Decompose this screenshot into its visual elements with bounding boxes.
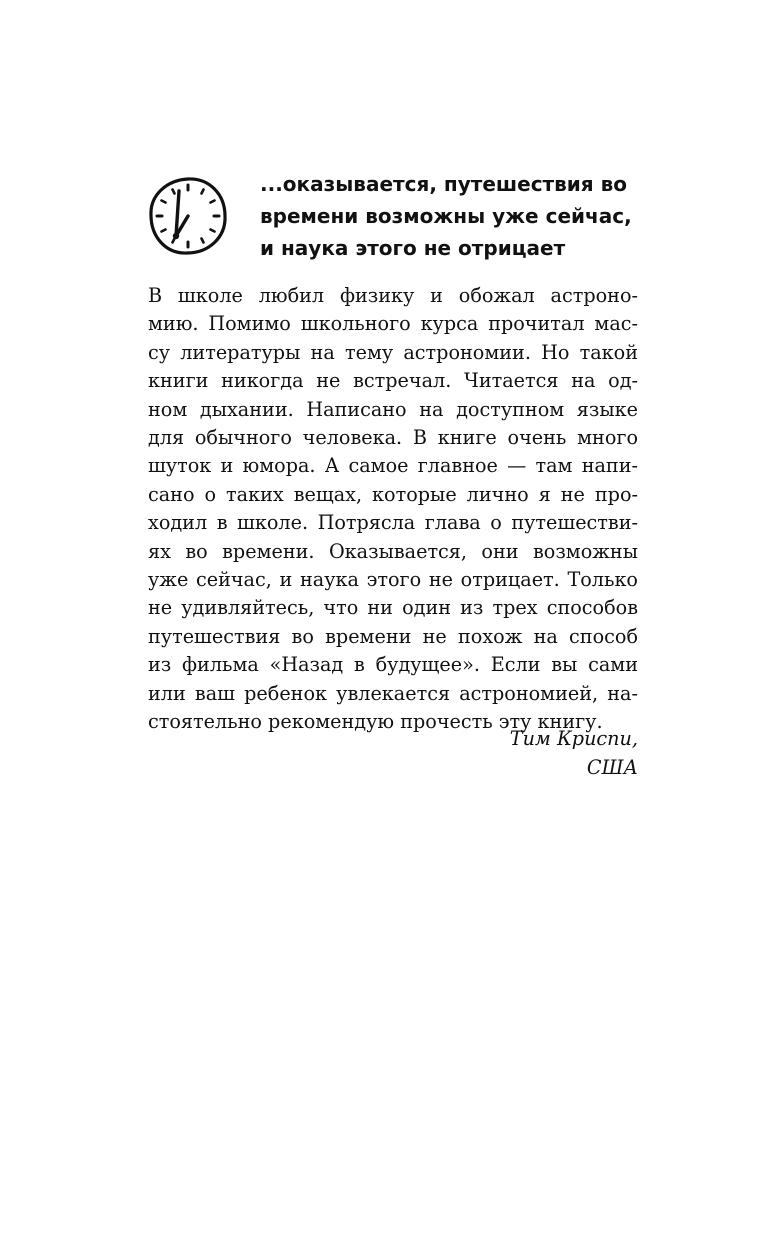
- review-line: уже сейчас, и наука этого не отрицает. Только: [148, 568, 638, 592]
- review-line: или ваш ребенок увлекается астрономией, на-: [148, 681, 638, 705]
- headline-line: ...оказывается, путешествия во: [260, 172, 628, 196]
- clock-icon: [146, 174, 230, 258]
- review-signature: [510, 724, 638, 782]
- review-line: путешествия во времени не похож на способ: [148, 624, 638, 648]
- review-line: шуток и юмора. А самое главное — там напи-: [148, 454, 638, 478]
- review-text: [148, 282, 638, 737]
- review-line: ходил в школе. Потрясла глава о путешестви-: [148, 511, 638, 535]
- review-line: стоятельно рекомендую прочесть эту книгу.: [148, 710, 603, 734]
- review-line: книги никогда не встречал. Читается на од-: [148, 369, 638, 393]
- review-headline: [260, 168, 660, 264]
- author-name: Тим Криспи,: [509, 727, 638, 750]
- headline-line: времени возможны уже сейчас,: [260, 204, 632, 228]
- review-header: [146, 168, 646, 278]
- review-line: не удивляйтесь, что ни один из трех способов: [148, 596, 638, 620]
- review-line: мию. Помимо школьного курса прочитал мас-: [148, 312, 638, 336]
- review-line: сано о таких вещах, которые лично я не про-: [148, 482, 638, 506]
- review-line: ном дыхании. Написано на доступном языке: [148, 397, 638, 421]
- review-line: ях во времени. Оказывается, они возможны: [148, 539, 638, 563]
- review-line: для обычного человека. В книге очень много: [148, 426, 638, 450]
- review-line: В школе любил физику и обожал астроно-: [148, 284, 638, 307]
- review-line: су литературы на тему астрономии. Но такой: [148, 340, 638, 364]
- headline-line: и наука этого не отрицает: [260, 236, 566, 260]
- author-country: США: [586, 756, 638, 779]
- review-line: из фильма «Назад в будущее». Если вы сами: [148, 653, 638, 677]
